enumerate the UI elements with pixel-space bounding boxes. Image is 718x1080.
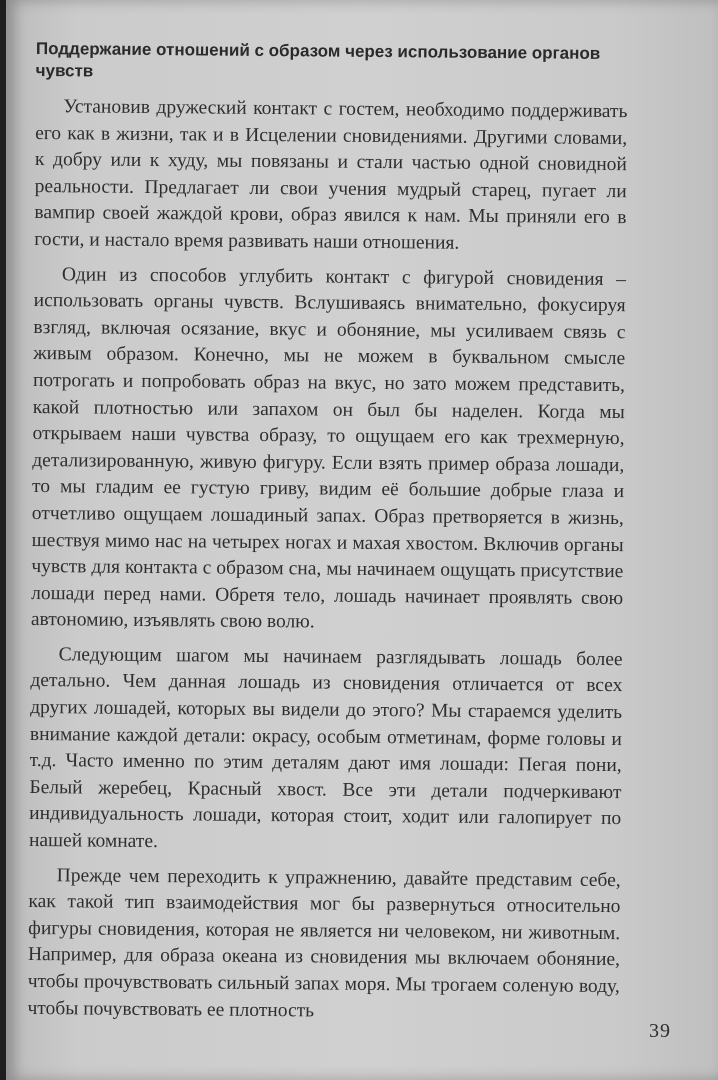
section-heading: Поддержание отношений с образом через использование органов чувств bbox=[35, 38, 601, 81]
paragraph-1: Установив дружеский контакт с гостем, необходимо поддерживать его как в жизни, так и в Исцелении сновидениями. Другими словами, к добру или к худу, мы повязаны и стали частью одной сновидной реальности. Предлагает ли свои учения мудрый старец, пугает ли вампир своей жаждой крови, образ явился к нам. Мы приняли его в гости, и настало время развивать наши отношения. bbox=[34, 96, 628, 254]
page-content bbox=[27, 38, 628, 1035]
paragraph-4: Прежде чем переходить к упражнению, давайте представим себе, как такой тип взаимодействия мог бы развернуться относительно фигуры сновидения, которая не является ни человеком, ни животным. Например, для образа океана из сновидения мы включаем обоняние, чтобы прочувствовать сильный запах моря. Мы трогаем соленую воду, чтобы почувствовать ее плотность bbox=[27, 864, 621, 1022]
page-number: 39 bbox=[649, 1020, 671, 1042]
paragraph-2: Один из способов углубить контакт с фигурой сновидения – использовать органы чувств. Вслушиваясь внимательно, фокусируя взгляд, включая осязание, вкус и обоняние, мы усиливаем связь с живым образом. Конечно, мы не можем в буквальном смысле потрогать и попробовать образ на вкус, но зато можем представить, какой плотностью или запахом он был бы наделен. Когда мы открываем наши чувства образу, то ощущаем его как трехмерную, детализированную, живую фигуру. Если взять пример образа лошади, то мы гладим ее густую гриву, видим её большие добрые глаза и отчетливо ощущаем лошадиный запах. Образ претворяется в жизнь, шествуя мимо нас на четырех ногах и махая хвостом. Включив органы чувств для контакта с образом сна, мы начинаем ощущать присутствие лошади перед нами. Обретя тело, лошадь начинает проявлять свою автономию, изъявлять свою волю. bbox=[30, 263, 627, 633]
book-page bbox=[6, 0, 718, 1080]
paragraph-3: Следующим шагом мы начинаем разглядывать лошадь более детально. Чем данная лошадь из сновидения отличается от всех других лошадей, которых вы видели до этого? Мы стараемся уделить внимание каждой детали: окрасу, особым отметинам, форме головы и т.д. Часто именно по этим деталям дают имя лошади: Пегая пони, Белый жеребец, Красный хвост. Все эти детали подчеркивают индивидуальность лошади, которая стоит, ходит или галопирует по нашей комнате. bbox=[28, 644, 623, 853]
